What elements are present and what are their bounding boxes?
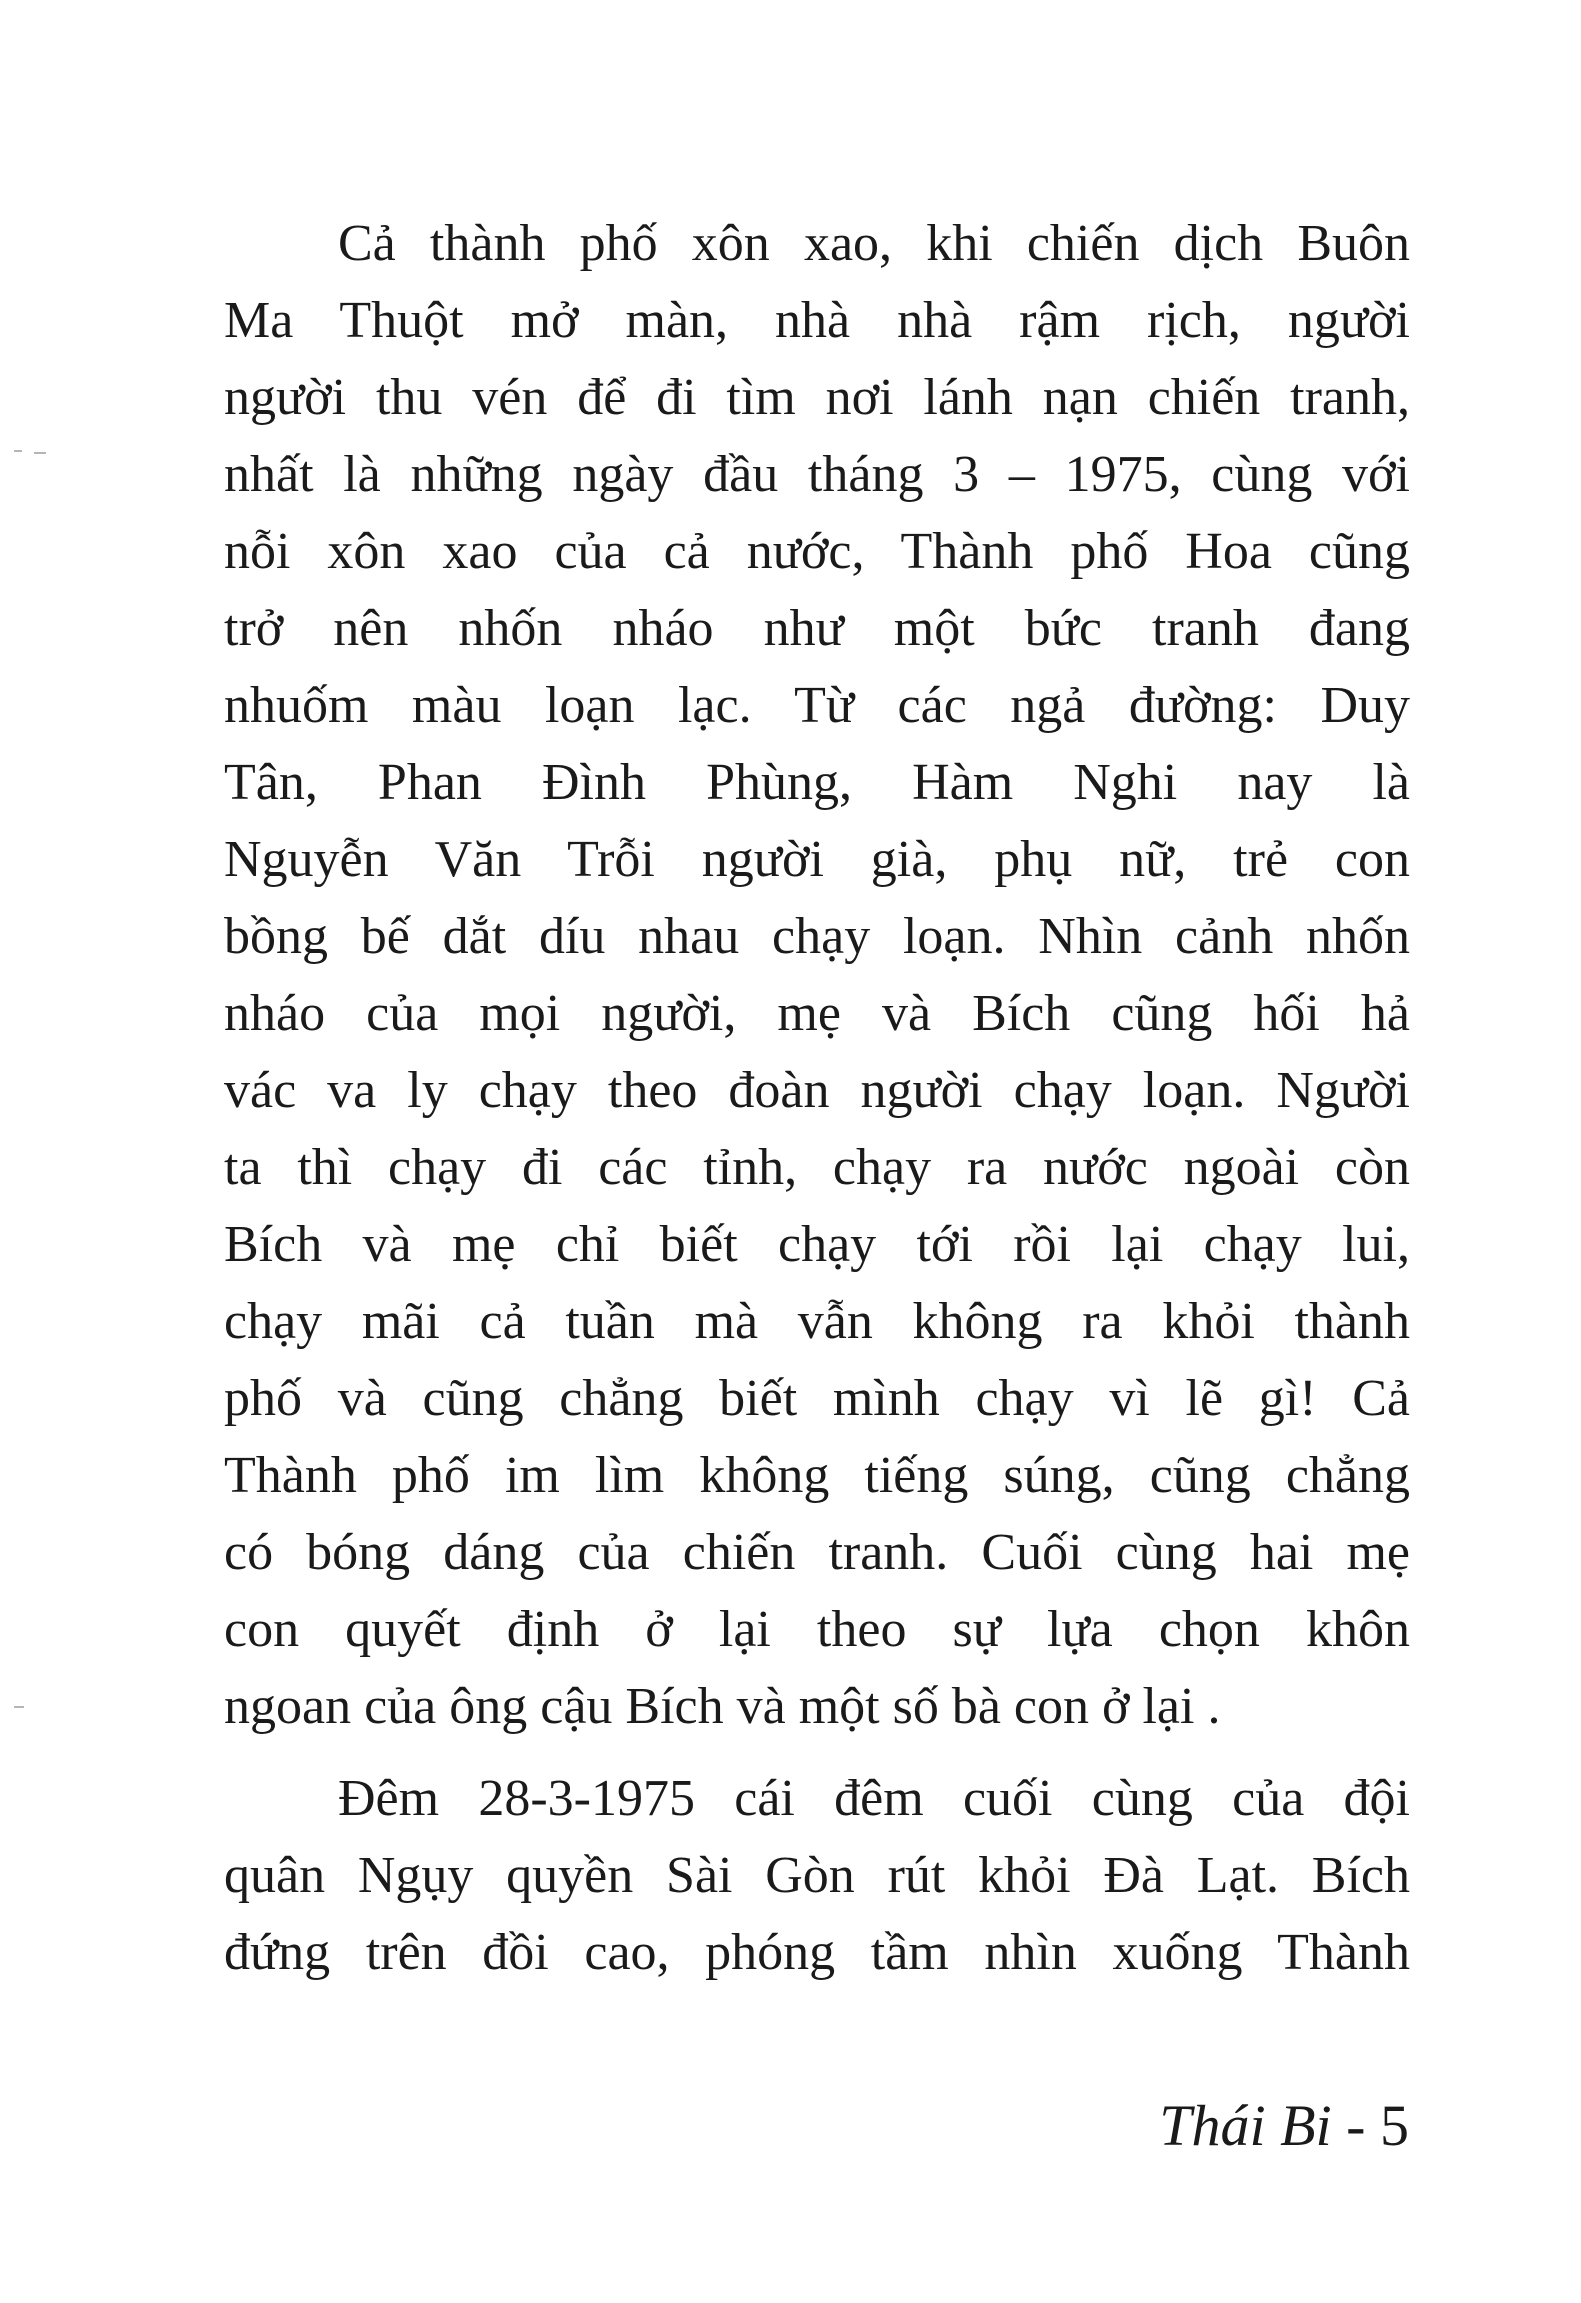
text-line: con quyết định ở lại theo sự lựa chọn khôn bbox=[224, 1601, 1410, 1658]
text-line: ngoan của ông cậu Bích và một số bà con ở lại . bbox=[224, 1678, 1221, 1735]
text-line: Đêm 28-3-1975 cái đêm cuối cùng của đội bbox=[338, 1770, 1410, 1827]
page-number: 5 bbox=[1380, 2093, 1409, 2158]
text-line: Ma Thuột mở màn, nhà nhà rậm rịch, người bbox=[224, 292, 1410, 349]
text-line: đứng trên đồi cao, phóng tầm nhìn xuống Thành bbox=[224, 1924, 1410, 1981]
text-line: có bóng dáng của chiến tranh. Cuối cùng hai mẹ bbox=[224, 1524, 1410, 1581]
text-line: nỗi xôn xao của cả nước, Thành phố Hoa cũng bbox=[224, 523, 1410, 580]
text-line: Thành phố im lìm không tiếng súng, cũng chẳng bbox=[224, 1447, 1410, 1504]
text-line: quân Ngụy quyền Sài Gòn rút khỏi Đà Lạt. Bích bbox=[224, 1847, 1410, 1904]
paragraph-2 bbox=[224, 1760, 1410, 1991]
text-line: người thu vén để đi tìm nơi lánh nạn chiến tranh, bbox=[224, 369, 1410, 426]
text-line: Bích và mẹ chỉ biết chạy tới rồi lại chạy lui, bbox=[224, 1216, 1410, 1273]
text-line: Tân, Phan Đình Phùng, Hàm Nghi nay là bbox=[224, 754, 1410, 811]
text-line: vác va ly chạy theo đoàn người chạy loạn. Người bbox=[224, 1062, 1410, 1119]
body-text bbox=[224, 205, 1410, 1991]
paragraph-1 bbox=[224, 205, 1410, 1745]
text-line: bồng bế dắt díu nhau chạy loạn. Nhìn cảnh nhốn bbox=[224, 908, 1410, 965]
text-line: nhất là những ngày đầu tháng 3 – 1975, cùng với bbox=[224, 446, 1410, 503]
text-line: Nguyễn Văn Trỗi người già, phụ nữ, trẻ con bbox=[224, 831, 1410, 888]
text-line: nháo của mọi người, mẹ và Bích cũng hối hả bbox=[224, 985, 1410, 1042]
text-line: trở nên nhốn nháo như một bức tranh đang bbox=[224, 600, 1410, 657]
text-line: phố và cũng chẳng biết mình chạy vì lẽ gì! Cả bbox=[224, 1370, 1410, 1427]
text-line: ta thì chạy đi các tỉnh, chạy ra nước ngoài còn bbox=[224, 1139, 1410, 1196]
footer-separator: - bbox=[1331, 2093, 1380, 2158]
scan-speck bbox=[34, 452, 46, 454]
scan-speck bbox=[14, 450, 22, 452]
text-line: nhuốm màu loạn lạc. Từ các ngả đường: Duy bbox=[224, 677, 1410, 734]
text-line: chạy mãi cả tuần mà vẫn không ra khỏi thành bbox=[224, 1293, 1410, 1350]
scan-speck bbox=[14, 1706, 24, 1708]
text-line: Cả thành phố xôn xao, khi chiến dịch Buôn bbox=[338, 215, 1410, 272]
author-name: Thái Bi bbox=[1159, 2093, 1332, 2158]
page-footer bbox=[1159, 2092, 1409, 2159]
